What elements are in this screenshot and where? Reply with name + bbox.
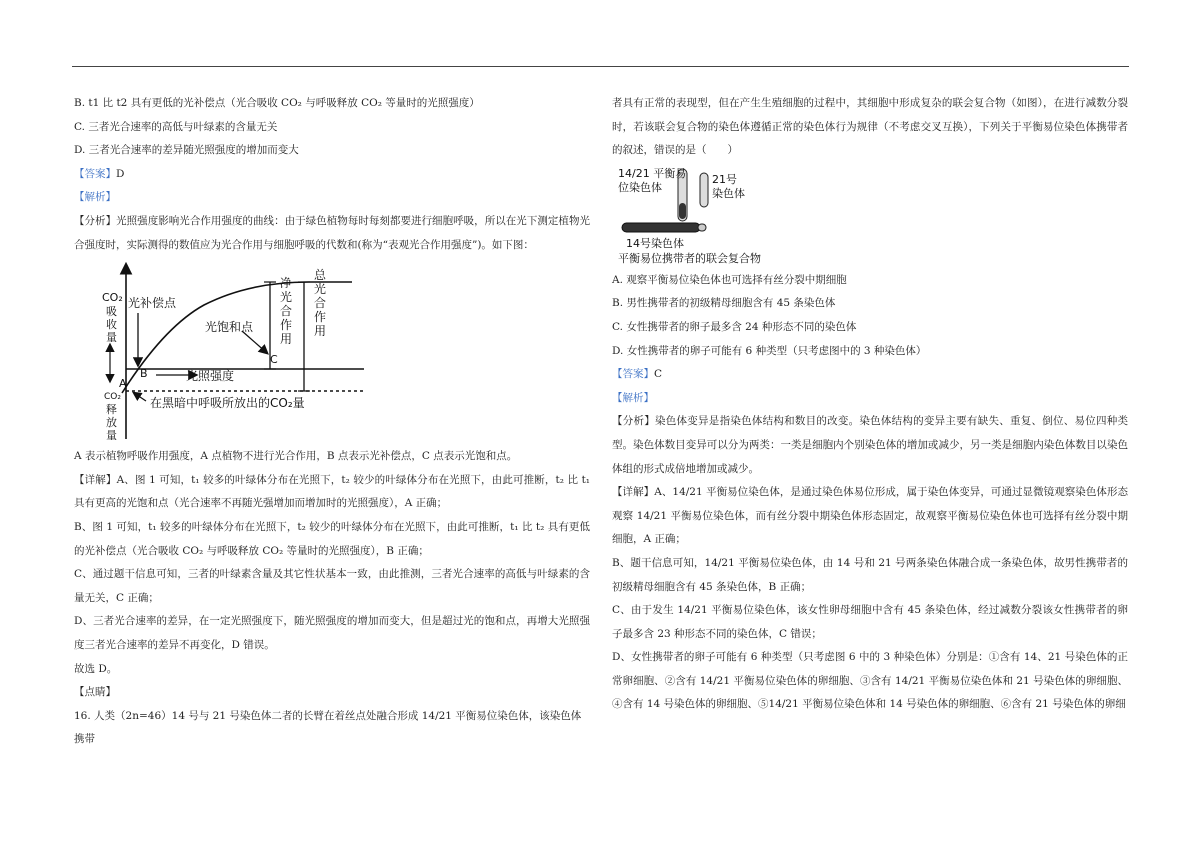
detail-b: B、题干信息可知，14/21 平衡易位染色体，由 14 号和 21 号两条染色体融合成一条染色体，故男性携带者的初级精母细胞含有 45 条染色体，B 正确； [612,556,1128,593]
question-16: 16. 人类（2n=46）14 号与 21 号染色体二者的长臂在着丝点处融合形成 14/21 平衡易位染色体，该染色体携带 [74,709,582,746]
option-a: A. 观察平衡易位染色体也可选择有丝分裂中期细胞 [612,273,847,286]
comment-tag: 【点睛】 [74,686,116,699]
detail-a [74,469,590,516]
answer-value: C [654,368,663,381]
option-d: D. 三者光合速率的差异随光照强度的增加而变大 [74,144,299,157]
net-label-2: 光 [280,290,293,305]
analysis-paragraph [612,410,1128,481]
light-intensity-diagram [74,257,374,445]
option-b: B. t1 比 t2 具有更低的光补偿点（光合吸收 CO₂ 与呼吸释放 CO₂ 等量时的光照强度） [74,97,480,109]
total-label-2: 光 [314,282,327,297]
chromosome-21 [700,173,708,207]
label-1421-line1: 14/21 平衡易 [618,166,687,180]
detail-a-text: A、图 1 可知，t₁ 较多的叶绿体分布在光照下，t₂ 较少的叶绿体分布在光照下，由此可推断，t₂ 比 t₁ 具有更高的光饱和点（光合速率不再随光强增加而增加时的光照强度），A 正确； [74,473,590,510]
chromosome-14 [622,223,700,232]
total-label-1: 总 [314,268,327,283]
option-d: D. 女性携带者的卵子可能有 6 种类型（只考虑图中的 3 种染色体） [612,344,927,357]
total-label-3: 合 [314,296,327,311]
conclusion: 故选 D。 [74,662,118,675]
compensation-point-label: 光补偿点 [128,296,177,311]
option-c: C. 女性携带者的卵子最多含 24 种形态不同的染色体 [612,320,857,333]
detail-c: C、通过题干信息可知，三者的叶绿素含量及其它性状基本一致，由此推测，三者光合速率的高低与叶绿素的含量无关，C 正确； [74,568,590,604]
label-14: 14号染色体 [626,236,684,250]
net-label-5: 用 [280,332,293,347]
y-top-label-4: 量 [106,331,117,345]
analysis-paragraph [74,210,590,257]
analysis-tag: 【解析】 [74,191,116,204]
y-bottom-label-1: CO₂ [104,392,121,403]
total-label-4: 作 [314,310,327,325]
detail-a [612,481,1128,552]
right-column [612,92,1128,717]
detail-b: B、图 1 可知，t₁ 较多的叶绿体分布在光照下，t₂ 较少的叶绿体分布在光照下，由此可推断，t₁ 比 t₂ 具有更低的光补偿点（光合吸收 CO₂ 与呼吸释放 CO₂ 等量时的光照强度），B 正确； [74,520,590,557]
y-bottom-label-4: 量 [106,429,117,443]
detail-c: C、由于发生 14/21 平衡易位染色体，该女性卵母细胞中含有 45 条染色体，经过减数分裂该女性携带者的卵子最多含 23 种形态不同的染色体，C 错误； [612,604,1128,640]
question-16-continued: 者具有正常的表现型，但在产生生殖细胞的过程中，其细胞中形成复杂的联会复合物（如图），在进行减数分裂时，若该联会复合物的染色体遵循正常的染色体行为规律（不考虑交叉互换），下列关于平衡易位染色体携带者的叙述，错误的是（ ） [612,97,1128,157]
net-label-4: 作 [280,318,293,333]
answer-tag: 【答案】 [612,368,654,381]
answer-line [74,163,590,187]
header-rule [72,66,1129,67]
point-c: C [270,353,278,367]
option-c: C. 三者光合速率的高低与叶绿素的含量无关 [74,120,278,133]
abc-explanation: A 表示植物呼吸作用强度，A 点植物不进行光合作用，B 点表示光补偿点，C 点表示光饱和点。 [74,450,518,463]
detail-tag: 【详解】 [74,473,117,486]
label-21-line1: 21号 [712,172,737,186]
net-label-1: 净 [280,276,293,291]
detail-d: D、女性携带者的卵子可能有 6 种类型（只考虑图 6 中的 3 种染色体）分别是：①含有 14、21 号染色体的正常卵细胞、②含有 14/21 平衡易位染色体的卵细胞、③含有 14/21 平衡易位染色体和 21 号染色体的卵细胞、④含有 14 号染色体的卵细胞、⑤14/21 平衡易位染色体和 14 号染色体的卵细胞、⑥含有 21 号染色体的卵细 [612,651,1128,711]
y-top-label-1: CO₂ [102,291,123,305]
left-column [74,92,590,752]
answer-value: D [116,167,125,180]
net-label-3: 合 [280,304,293,319]
detail-d: D、三者光合速率的差异，在一定光照强度下，随光照强度的增加而变大，但是超过光的饱和点，再增大光照强度三者光合速率的差异不再变化，D 错误。 [74,615,590,651]
point-b: B [140,367,148,381]
y-bottom-label-3: 放 [106,416,117,430]
answer-line [612,363,1128,387]
fenxi-tag: 【分析】 [74,214,117,227]
y-top-label-2: 吸 [106,305,117,319]
total-label-5: 用 [314,324,327,339]
fenxi-text: 光照强度影响光合作用强度的曲线：由于绿色植物每时每刻都要进行细胞呼吸，所以在光下测定植物光合强度时，实际测得的数值应为光合作用与细胞呼吸的代数和(称为“表观光合作用强度”)。如下图： [74,214,590,251]
dark-respiration-label: 在黑暗中呼吸所放出的CO₂量 [150,396,305,411]
label-21-line2: 染色体 [712,186,745,200]
point-a: A [119,377,127,391]
fenxi-tag: 【分析】 [612,415,656,428]
synapsis-complex-figure [612,163,832,265]
label-1421-line2: 位染色体 [618,180,662,194]
y-bottom-label-2: 释 [106,403,117,417]
saturation-point-label: 光饱和点 [205,320,254,335]
x-axis-label: 光照强度 [186,369,235,384]
detail-tag: 【详解】 [612,486,655,499]
figure-caption: 平衡易位携带者的联会复合物 [618,251,761,265]
answer-tag: 【答案】 [74,167,116,180]
y-top-label-3: 收 [106,318,117,332]
saturation-arrow [242,331,267,353]
fenxi-text: 染色体变异是指染色体结构和数目的改变。染色体结构的变异主要有缺失、重复、倒位、易位四种类型。染色体数目变异可以分为两类：一类是细胞内个别染色体的增加或减少，另一类是细胞内染色体数目以染色体组的形式成倍地增加或减少。 [612,415,1129,475]
option-b: B. 男性携带者的初级精母细胞含有 45 条染色体 [612,297,836,310]
analysis-tag: 【解析】 [612,391,654,404]
detail-a-text: A、14/21 平衡易位染色体，是通过染色体易位形成，属于染色体变异，可通过显微镜观察染色体形态观察 14/21 平衡易位染色体，而有丝分裂中期染色体形态固定，故观察平衡易位染色体也可选择有丝分裂中期细胞，A 正确； [612,486,1128,546]
